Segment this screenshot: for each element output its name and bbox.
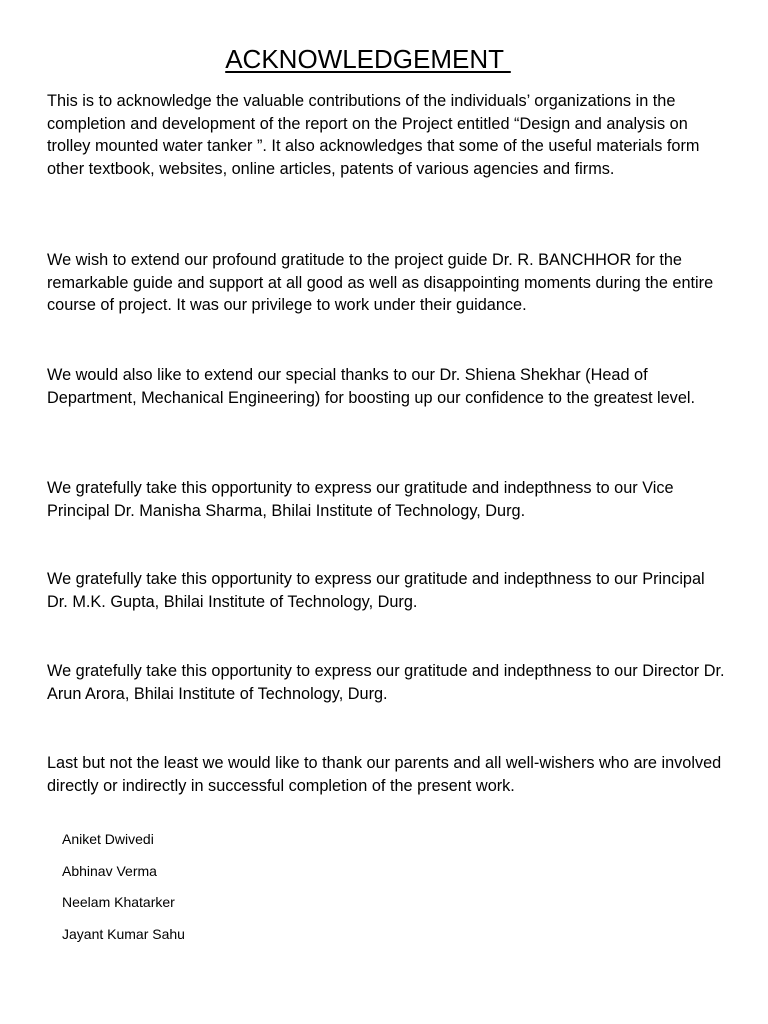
acknowledgement-paragraph-director: We gratefully take this opportunity to express our gratitude and indepthness to our Director Dr. Arun Arora, Bhilai Institute of Technology, Durg. bbox=[47, 662, 725, 703]
acknowledgement-paragraph-intro: This is to acknowledge the valuable contributions of the individuals’ organizations in the completion and development of the report on the Project entitled “Design and analysis on trolley mounted water tanker ”. It also acknowledges that some of the useful materials form other textbook, websites, online articles, patents of various agencies and firms. bbox=[47, 92, 700, 178]
page-title: ACKNOWLEDGEMENT bbox=[225, 44, 511, 74]
acknowledgement-paragraph-vice-principal: We gratefully take this opportunity to express our gratitude and indepthness to our Vice Principal Dr. Manisha Sharma, Bhilai Institute of Technology, Durg. bbox=[47, 479, 674, 520]
acknowledgement-paragraph-principal: We gratefully take this opportunity to express our gratitude and indepthness to our Principal Dr. M.K. Gupta, Bhilai Institute of Technology, Durg. bbox=[47, 570, 705, 611]
acknowledgement-paragraph-hod: We would also like to extend our special thanks to our Dr. Shiena Shekhar (Head of Department, Mechanical Engineering) for boosting up our confidence to the greatest level. bbox=[47, 366, 696, 407]
acknowledgement-paragraph-closing: Last but not the least we would like to thank our parents and all well-wishers who are involved directly or indirectly in successful completion of the present work. bbox=[47, 754, 722, 795]
acknowledgement-paragraph-guide: We wish to extend our profound gratitude to the project guide Dr. R. BANCHHOR for the remarkable guide and support at all good as well as disappointing moments during the entire course of project. It was our privilege to work under their guidance. bbox=[47, 251, 714, 314]
author-list bbox=[62, 831, 462, 957]
author-name: Aniket Dwivedi bbox=[62, 831, 154, 847]
author-name: Jayant Kumar Sahu bbox=[62, 925, 185, 942]
author-name: Neelam Khatarker bbox=[62, 894, 175, 910]
author-name: Abhinav Verma bbox=[62, 862, 157, 879]
